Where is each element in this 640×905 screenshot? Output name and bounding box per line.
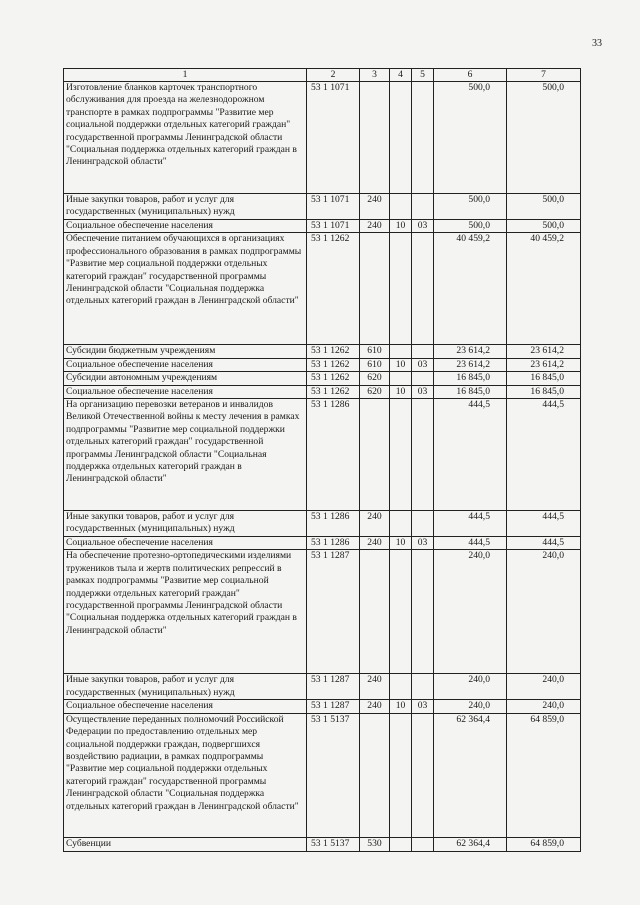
- row-amount-year-2: 64 859,0: [507, 713, 581, 837]
- row-amount-year-2: 240,0: [507, 550, 581, 674]
- row-amount-year-1: 16 845,0: [434, 385, 507, 398]
- row-name: Субвенции: [64, 837, 307, 851]
- column-header: 7: [507, 69, 581, 82]
- table-header-row: [64, 69, 581, 82]
- table-row: [64, 385, 581, 398]
- row-code: 53 1 5137: [307, 713, 360, 837]
- row-code: 53 1 1286: [307, 511, 360, 537]
- row-subsection: [412, 233, 434, 345]
- row-code: 53 1 1262: [307, 233, 360, 345]
- row-section: 10: [390, 358, 412, 371]
- row-code: 53 1 1287: [307, 700, 360, 713]
- row-section: [390, 837, 412, 851]
- row-section: 10: [390, 385, 412, 398]
- page-number: 33: [592, 38, 602, 49]
- row-subsection: [412, 674, 434, 700]
- row-amount-year-2: 444,5: [507, 537, 581, 550]
- row-expense-type: 620: [360, 372, 390, 385]
- row-section: 10: [390, 700, 412, 713]
- row-subsection: [412, 837, 434, 851]
- row-subsection: [412, 399, 434, 511]
- row-expense-type: 240: [360, 220, 390, 233]
- row-code: 53 1 1071: [307, 82, 360, 194]
- row-expense-type: 610: [360, 358, 390, 371]
- table-row: [64, 674, 581, 700]
- row-amount-year-2: 500,0: [507, 82, 581, 194]
- row-expense-type: [360, 233, 390, 345]
- row-code: 53 1 1286: [307, 399, 360, 511]
- row-code: 53 1 1262: [307, 372, 360, 385]
- row-amount-year-1: 444,5: [434, 399, 507, 511]
- row-name: Социальное обеспечение населения: [64, 385, 307, 398]
- table-row: [64, 82, 581, 194]
- row-amount-year-2: 16 845,0: [507, 385, 581, 398]
- row-amount-year-1: 240,0: [434, 674, 507, 700]
- row-expense-type: 240: [360, 537, 390, 550]
- row-amount-year-2: 64 859,0: [507, 837, 581, 851]
- row-subsection: [412, 194, 434, 220]
- row-expense-type: 240: [360, 194, 390, 220]
- row-subsection: [412, 550, 434, 674]
- row-section: [390, 233, 412, 345]
- row-amount-year-1: 40 459,2: [434, 233, 507, 345]
- row-name: Субсидии автономным учреждениям: [64, 372, 307, 385]
- row-section: [390, 399, 412, 511]
- row-name: На организацию перевозки ветеранов и инвалидов Великой Отечественной войны к месту лечения в рамках подпрограммы "Развитие мер социальной поддержки отдельных категорий граждан" государственной программы Ленинградской области "Социальная поддержка отдельных категорий граждан в Ленинградской области": [64, 399, 307, 511]
- budget-table: [63, 68, 581, 852]
- row-subsection: [412, 345, 434, 358]
- row-subsection: 03: [412, 220, 434, 233]
- row-amount-year-1: 500,0: [434, 194, 507, 220]
- row-section: [390, 674, 412, 700]
- row-section: [390, 713, 412, 837]
- row-amount-year-1: 444,5: [434, 511, 507, 537]
- row-subsection: 03: [412, 358, 434, 371]
- row-subsection: 03: [412, 537, 434, 550]
- table-row: [64, 194, 581, 220]
- row-amount-year-2: 240,0: [507, 674, 581, 700]
- row-name: Социальное обеспечение населения: [64, 537, 307, 550]
- row-subsection: 03: [412, 700, 434, 713]
- row-amount-year-2: 16 845,0: [507, 372, 581, 385]
- row-amount-year-1: 23 614,2: [434, 358, 507, 371]
- table-row: [64, 220, 581, 233]
- row-amount-year-1: 240,0: [434, 700, 507, 713]
- row-section: [390, 194, 412, 220]
- row-amount-year-2: 23 614,2: [507, 345, 581, 358]
- table-row: [64, 233, 581, 345]
- row-code: 53 1 1262: [307, 385, 360, 398]
- row-amount-year-1: 23 614,2: [434, 345, 507, 358]
- table-row: [64, 372, 581, 385]
- row-amount-year-2: 500,0: [507, 194, 581, 220]
- row-amount-year-2: 500,0: [507, 220, 581, 233]
- table-row: [64, 837, 581, 851]
- row-subsection: 03: [412, 385, 434, 398]
- row-name: Иные закупки товаров, работ и услуг для государственных (муниципальных) нужд: [64, 511, 307, 537]
- row-section: [390, 550, 412, 674]
- table-row: [64, 358, 581, 371]
- row-expense-type: 240: [360, 511, 390, 537]
- row-subsection: [412, 511, 434, 537]
- row-amount-year-1: 62 364,4: [434, 837, 507, 851]
- row-amount-year-1: 500,0: [434, 220, 507, 233]
- row-name: Социальное обеспечение населения: [64, 358, 307, 371]
- row-expense-type: 610: [360, 345, 390, 358]
- row-name: На обеспечение протезно-ортопедическими изделиями тружеников тыла и жертв политических репрессий в рамках подпрограммы "Развитие мер социальной поддержки отдельных категорий граждан" государственной программы Ленинградской области "Социальная поддержка отдельных категорий граждан в Ленинградской области": [64, 550, 307, 674]
- row-amount-year-1: 62 364,4: [434, 713, 507, 837]
- row-section: [390, 511, 412, 537]
- row-name: Субсидии бюджетным учреждениям: [64, 345, 307, 358]
- column-header: 1: [64, 69, 307, 82]
- table-row: [64, 399, 581, 511]
- table-row: [64, 537, 581, 550]
- row-expense-type: [360, 550, 390, 674]
- row-code: 53 1 1071: [307, 194, 360, 220]
- row-amount-year-1: 500,0: [434, 82, 507, 194]
- row-name: Осуществление переданных полномочий Российской Федерации по предоставлению отдельных мер социальной поддержки граждан, подвергшихся воздействию радиации, в рамках подпрограммы "Развитие мер социальной поддержки отдельных категорий граждан" государственной программы Ленинградской области "Социальная поддержка отдельных категорий граждан в Ленинградской области": [64, 713, 307, 837]
- row-subsection: [412, 82, 434, 194]
- row-amount-year-2: 40 459,2: [507, 233, 581, 345]
- table-row: [64, 511, 581, 537]
- row-code: 53 1 1262: [307, 358, 360, 371]
- row-name: Иные закупки товаров, работ и услуг для государственных (муниципальных) нужд: [64, 674, 307, 700]
- row-code: 53 1 1286: [307, 537, 360, 550]
- row-section: [390, 372, 412, 385]
- row-subsection: [412, 713, 434, 837]
- row-expense-type: 530: [360, 837, 390, 851]
- row-amount-year-2: 240,0: [507, 700, 581, 713]
- table-row: [64, 345, 581, 358]
- row-code: 53 1 1262: [307, 345, 360, 358]
- row-section: 10: [390, 220, 412, 233]
- row-code: 53 1 5137: [307, 837, 360, 851]
- column-header: 6: [434, 69, 507, 82]
- row-expense-type: [360, 713, 390, 837]
- row-amount-year-2: 444,5: [507, 511, 581, 537]
- row-expense-type: [360, 399, 390, 511]
- row-amount-year-1: 240,0: [434, 550, 507, 674]
- row-name: Иные закупки товаров, работ и услуг для государственных (муниципальных) нужд: [64, 194, 307, 220]
- row-name: Социальное обеспечение населения: [64, 220, 307, 233]
- row-expense-type: 240: [360, 700, 390, 713]
- row-expense-type: 240: [360, 674, 390, 700]
- row-expense-type: [360, 82, 390, 194]
- row-section: [390, 82, 412, 194]
- column-header: 4: [390, 69, 412, 82]
- column-header: 5: [412, 69, 434, 82]
- row-section: 10: [390, 537, 412, 550]
- table-row: [64, 700, 581, 713]
- row-code: 53 1 1287: [307, 550, 360, 674]
- row-amount-year-2: 444,5: [507, 399, 581, 511]
- row-section: [390, 345, 412, 358]
- row-name: Обеспечение питанием обучающихся в организациях профессионального образования в рамках подпрограммы "Развитие мер социальной поддержки отдельных категорий граждан" государственной программы Ленинградской области "Социальная поддержка отдельных категорий граждан в Ленинградской области": [64, 233, 307, 345]
- row-amount-year-1: 444,5: [434, 537, 507, 550]
- column-header: 2: [307, 69, 360, 82]
- row-amount-year-1: 16 845,0: [434, 372, 507, 385]
- row-code: 53 1 1071: [307, 220, 360, 233]
- row-amount-year-2: 23 614,2: [507, 358, 581, 371]
- table-row: [64, 713, 581, 837]
- table-row: [64, 550, 581, 674]
- row-name: Социальное обеспечение населения: [64, 700, 307, 713]
- row-code: 53 1 1287: [307, 674, 360, 700]
- row-subsection: [412, 372, 434, 385]
- row-expense-type: 620: [360, 385, 390, 398]
- row-name: Изготовление бланков карточек транспортного обслуживания для проезда на железнодорожном транспорте в рамках подпрограммы "Развитие мер социальной поддержки отдельных категорий граждан" государственной программы Ленинградской области "Социальная поддержка отдельных категорий граждан в Ленинградской области": [64, 82, 307, 194]
- column-header: 3: [360, 69, 390, 82]
